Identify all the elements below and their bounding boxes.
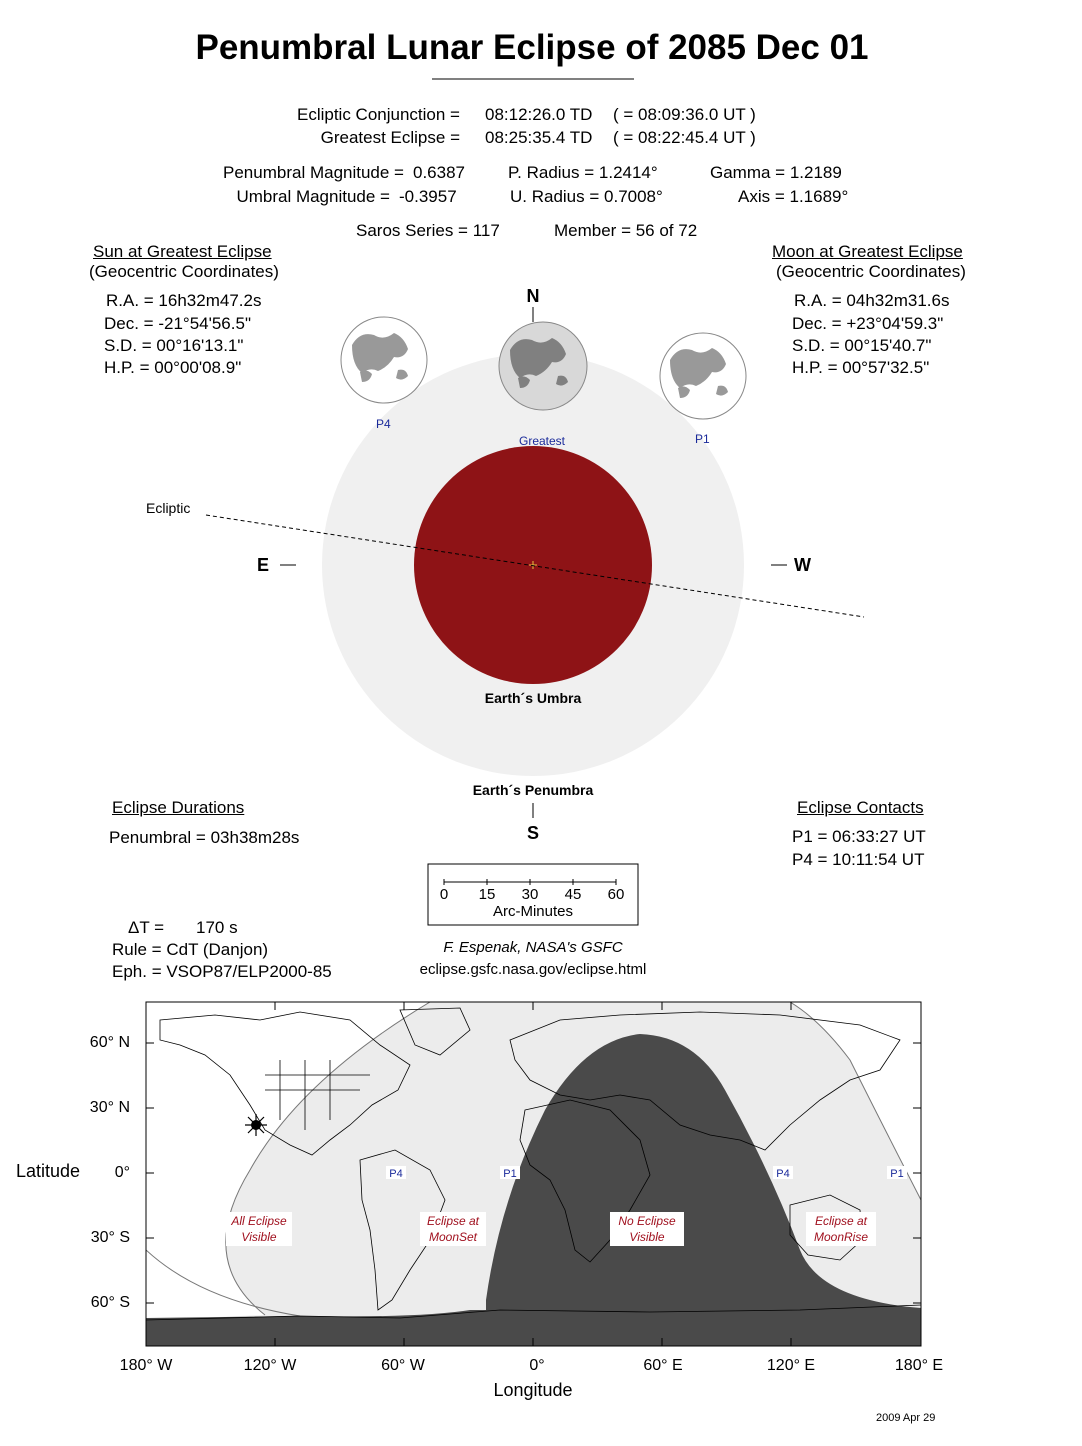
compass-west: W — [794, 555, 811, 575]
umbra-label: Earth´s Umbra — [484, 690, 582, 706]
sun-hp: H.P. = 00°00'08.9" — [104, 358, 242, 377]
scale-tick-label: 30 — [521, 886, 539, 903]
moon-greatest — [499, 322, 587, 410]
conjunction-label: Ecliptic Conjunction = — [296, 105, 460, 124]
contact-p1: P1 = 06:33:27 UT — [792, 827, 926, 846]
lat-tick-label: 60° N — [89, 1034, 130, 1051]
subsolar-point — [245, 1114, 267, 1136]
contact-p4: P4 = 10:11:54 UT — [792, 850, 925, 869]
p-radius: P. Radius = 1.2414° — [508, 163, 658, 182]
credit-url[interactable]: eclipse.gsfc.nasa.gov/eclipse.html — [419, 961, 647, 978]
region-all-line1: All Eclipse — [231, 1214, 287, 1228]
scale-tick-label: 0 — [439, 886, 449, 903]
penumbral-duration: Penumbral = 03h38m28s — [109, 828, 300, 847]
region-none-line2: Visible — [629, 1230, 665, 1244]
region-moonrise-line1: Eclipse at — [814, 1214, 868, 1228]
penumbra-label: Earth´s Penumbra — [472, 782, 594, 798]
moon-p1-label: P1 — [695, 432, 710, 446]
compass-east: E — [257, 555, 270, 575]
scale-tick-label: 45 — [564, 886, 582, 903]
sun-subheading: (Geocentric Coordinates) — [89, 262, 279, 281]
sun-heading: Sun at Greatest Eclipse — [93, 242, 272, 261]
map-contact-label: P4 — [776, 1168, 790, 1180]
saros-member: Member = 56 of 72 — [554, 221, 698, 240]
map-y-axis-title: Latitude — [16, 1161, 81, 1181]
contacts-heading: Eclipse Contacts — [797, 798, 924, 817]
delta-t-value: 170 s — [196, 918, 238, 937]
region-moonrise-line2: MoonRise — [813, 1230, 869, 1244]
map-contact-label: P4 — [389, 1168, 403, 1180]
credit-author: F. Espenak, NASA's GSFC — [443, 939, 623, 956]
lon-tick-label: 60° W — [381, 1357, 425, 1374]
lon-tick-label: 120° E — [766, 1357, 816, 1374]
axis: Axis = 1.1689° — [738, 187, 849, 206]
durations-heading: Eclipse Durations — [112, 798, 245, 817]
moon-dec: Dec. = +23°04'59.3" — [792, 314, 944, 333]
conjunction-ut: ( = 08:09:36.0 UT ) — [613, 105, 756, 124]
lat-tick-label: 30° N — [89, 1099, 130, 1116]
world-map — [146, 1002, 921, 1346]
saros-series: Saros Series = 117 — [356, 221, 500, 240]
lat-tick-label: 0° — [114, 1164, 130, 1181]
compass-south: S — [526, 823, 539, 843]
lon-tick-label: 180° W — [119, 1357, 173, 1374]
map-contact-label: P1 — [503, 1168, 517, 1180]
scale-unit-label: Arc-Minutes — [492, 903, 574, 920]
region-none-line1: No Eclipse — [618, 1214, 676, 1228]
region-moonset-line2: MoonSet — [428, 1230, 478, 1244]
penumbral-magnitude-label: Penumbral Magnitude = — [223, 163, 404, 182]
compass-north: N — [526, 286, 540, 306]
moon-p4 — [341, 317, 427, 403]
map-x-axis-title: Longitude — [493, 1380, 573, 1400]
region-moonset-line1: Eclipse at — [426, 1214, 480, 1228]
lat-tick-label: 60° S — [90, 1294, 130, 1311]
ecliptic-label: Ecliptic — [146, 500, 191, 516]
sun-dec: Dec. = -21°54'56.5" — [104, 314, 251, 333]
map-contact-label: P1 — [890, 1168, 904, 1180]
moon-p4-label: P4 — [376, 417, 391, 431]
greatest-label: Greatest Eclipse = — [320, 128, 460, 147]
greatest-ut: ( = 08:22:45.4 UT ) — [613, 128, 756, 147]
delta-t-label: ΔT = — [128, 918, 165, 937]
umbral-magnitude-value: -0.3957 — [399, 187, 457, 206]
page-title: Penumbral Lunar Eclipse of 2085 Dec 01 — [195, 28, 869, 67]
conjunction-td: 08:12:26.0 TD — [485, 105, 593, 124]
moon-subheading: (Geocentric Coordinates) — [776, 262, 966, 281]
rule: Rule = CdT (Danjon) — [112, 940, 269, 959]
sun-sd: S.D. = 00°16'13.1" — [104, 336, 244, 355]
region-all-line2: Visible — [241, 1230, 277, 1244]
date-stamp: 2009 Apr 29 — [876, 1412, 936, 1424]
scale-tick-label: 60 — [607, 886, 625, 903]
moon-greatest-label: Greatest — [519, 434, 566, 448]
lon-tick-label: 60° E — [643, 1357, 683, 1374]
lon-tick-label: 120° W — [243, 1357, 297, 1374]
sun-ra: R.A. = 16h32m47.2s — [106, 291, 262, 310]
lon-tick-label: 0° — [529, 1357, 545, 1374]
gamma: Gamma = 1.2189 — [710, 163, 842, 182]
moon-p1 — [660, 333, 746, 419]
moon-heading: Moon at Greatest Eclipse — [772, 242, 963, 261]
lat-tick-label: 30° S — [90, 1229, 130, 1246]
scale-tick-label: 15 — [478, 886, 496, 903]
u-radius: U. Radius = 0.7008° — [510, 187, 663, 206]
greatest-td: 08:25:35.4 TD — [485, 128, 593, 147]
umbral-magnitude-label: Umbral Magnitude = — [236, 187, 390, 206]
moon-sd: S.D. = 00°15'40.7" — [792, 336, 932, 355]
lon-tick-label: 180° E — [894, 1357, 944, 1374]
moon-ra: R.A. = 04h32m31.6s — [794, 291, 950, 310]
penumbral-magnitude-value: 0.6387 — [413, 163, 465, 182]
ephemeris: Eph. = VSOP87/ELP2000-85 — [112, 962, 332, 981]
moon-hp: H.P. = 00°57'32.5" — [792, 358, 930, 377]
